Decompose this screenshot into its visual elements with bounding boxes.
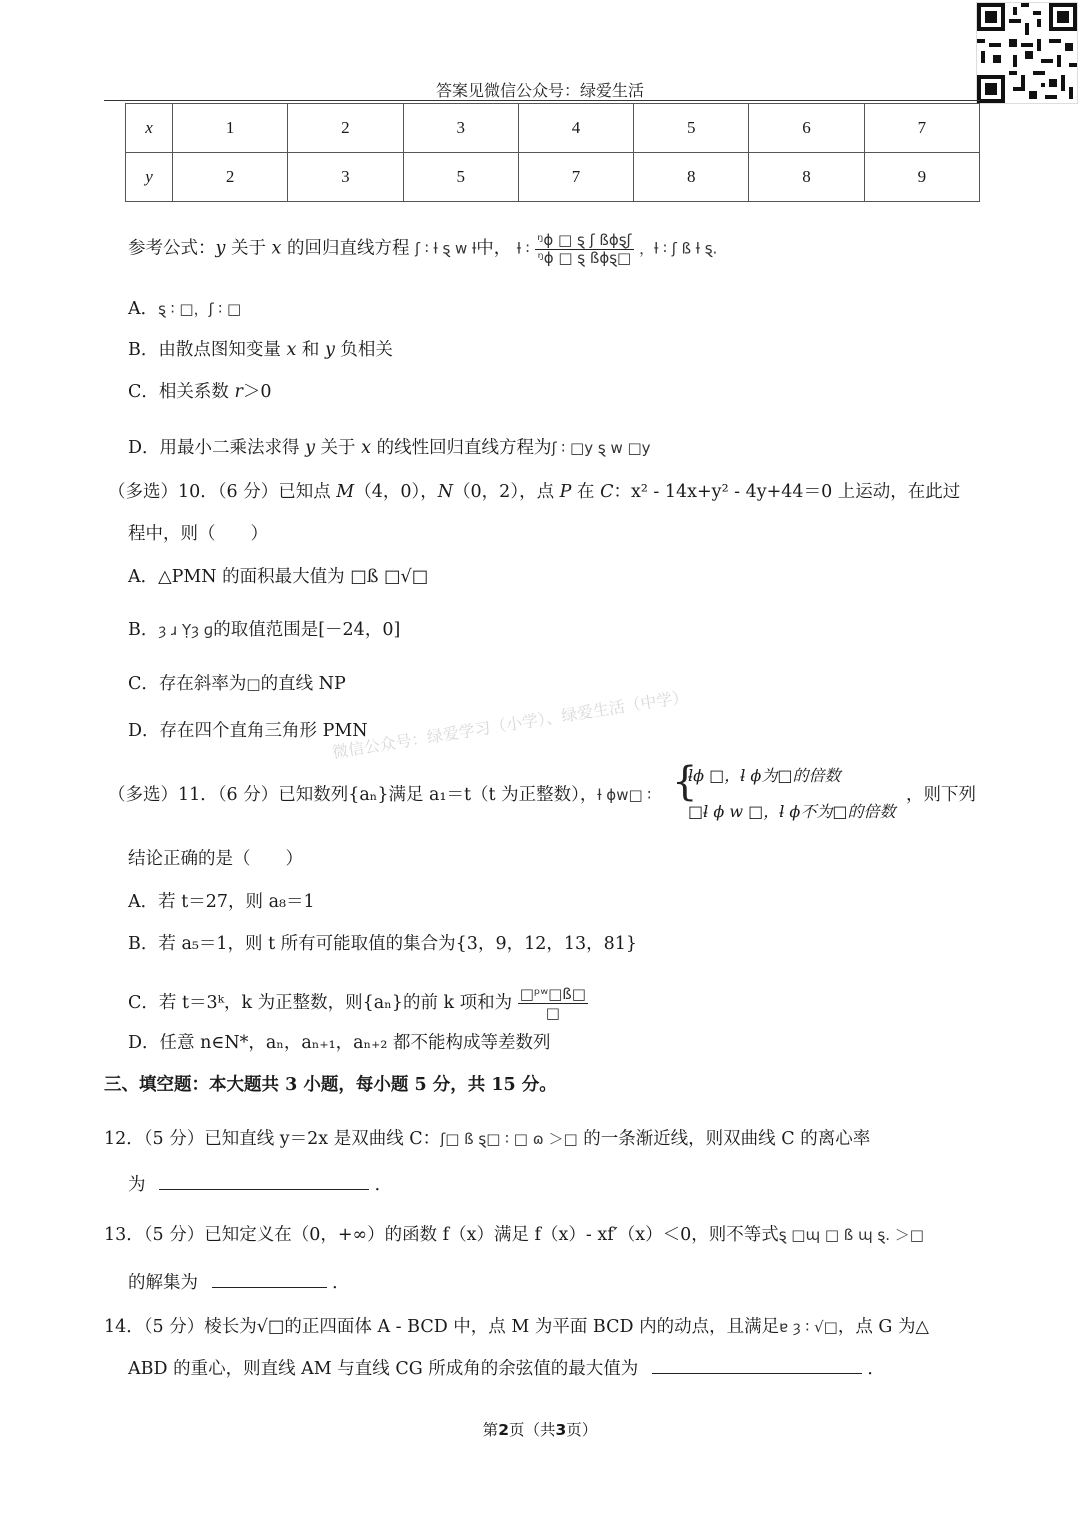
table-cell: 5	[634, 104, 749, 153]
fraction-numerator: □ᵖʷ□ß□	[519, 985, 586, 1003]
option-text: 用最小二乘法求得	[159, 438, 306, 458]
formula-text: 关于	[225, 238, 272, 259]
formula-garbled: ƚ ϕw□ ∶	[597, 786, 652, 804]
point-p: P	[559, 482, 572, 502]
page-header: 答案见微信公众号：绿爱生活	[435, 81, 644, 100]
answer-blank[interactable]	[652, 1372, 862, 1374]
formula-prefix: 参考公式：	[128, 238, 216, 259]
answer-blank[interactable]	[159, 1188, 369, 1190]
table-cell: 8	[749, 153, 864, 202]
table-row	[126, 104, 980, 153]
formula-fraction	[518, 985, 588, 1022]
q12-stem	[104, 1128, 870, 1151]
option-text: 关于	[314, 438, 362, 458]
formula-garbled: ȝ ɹ Ỵȝ ɡ	[158, 621, 214, 639]
footer-text: 页（共	[508, 1421, 556, 1439]
q10-option-a	[128, 566, 428, 589]
footer-text: 第	[482, 1421, 499, 1439]
question-text: （4，0），	[354, 482, 438, 502]
formula-text: 的回归直线方程	[281, 238, 410, 259]
option-text: ȿ ∶ □，ʃ ∶ □	[158, 300, 242, 318]
option-label: B．	[128, 934, 159, 954]
option-text: ＞0	[242, 382, 272, 402]
table-cell: 5	[403, 153, 518, 202]
table-cell: 1	[173, 104, 288, 153]
watermark: 微信公众号：绿爱学习（小学）、绿爱生活（中学）	[330, 686, 690, 763]
table-cell: 3	[288, 153, 403, 202]
q11-stem-tail: ，则下列	[906, 785, 976, 805]
option-text: 的取值范围是[－24，0]	[213, 620, 401, 640]
question-text: （多选）10．（6 分）已知点	[108, 482, 337, 502]
question-text: 为	[128, 1175, 146, 1195]
question-text: （0，2），点	[453, 482, 560, 502]
question-text: （多选）11．（6 分）已知数列{aₙ}满足 a₁＝t（t 为正整数），	[108, 785, 598, 805]
footer-text: 页）	[566, 1421, 598, 1439]
curve-c: C	[600, 482, 614, 502]
q11-case-1: ƚϕ □，ƚ ϕ为□的倍数	[688, 766, 841, 785]
q10-stem	[108, 481, 960, 504]
formula-fraction	[535, 232, 633, 266]
option-label: B．	[128, 620, 159, 640]
table-cell: 8	[634, 153, 749, 202]
option-text: 相关系数	[158, 382, 235, 402]
formula-garbled: ，ƚ ∶ ʃ ß ƚ ȿ.	[639, 239, 718, 258]
table-cell: 7	[864, 104, 979, 153]
q12-answer-line: 为 ．	[128, 1175, 393, 1195]
option-label: C．	[128, 993, 159, 1013]
formula-text: 中，	[476, 238, 512, 259]
q14-stem	[104, 1316, 929, 1339]
var-y: y	[215, 238, 226, 259]
q14-answer-line: ABD 的重心，则直线 AM 与直线 CG 所成角的余弦值的最大值为 ．	[128, 1359, 885, 1379]
formula-garbled: ʃ ∶ □y ȿ w □y	[551, 439, 651, 457]
question-text: ABD 的重心，则直线 AM 与直线 CG 所成角的余弦值的最大值为	[128, 1359, 639, 1379]
question-text: 的解集为	[128, 1273, 198, 1293]
q11-option-c	[128, 985, 588, 1022]
table-header-y: y	[126, 153, 173, 202]
option-text: 负相关	[334, 340, 393, 360]
formula-garbled: ƚ ∶	[516, 239, 530, 258]
q10-option-b	[128, 619, 400, 642]
var-r: r	[234, 382, 243, 402]
q11-stem-line2: 结论正确的是（ ）	[128, 849, 303, 869]
q11-case-2: □ƚ ϕ w □，ƚ ϕ不为□的倍数	[688, 802, 896, 821]
page-number: 2	[498, 1421, 509, 1439]
option-text: 任意 n∈N*，aₙ，aₙ₊₁，aₙ₊₂ 都不能构成等差数列	[159, 1033, 551, 1053]
formula-garbled: ʃ□ ß ȿ□ ∶ □ ɷ ＞□	[440, 1130, 578, 1148]
option-text: 若 t＝27，则 a₈＝1	[158, 892, 315, 912]
question-text: ，点 G 为△	[837, 1317, 929, 1337]
q11-option-a	[128, 891, 315, 914]
answer-blank[interactable]	[212, 1286, 327, 1288]
table-cell: 6	[749, 104, 864, 153]
q9-option-b	[128, 339, 393, 362]
point-m: M	[336, 482, 355, 502]
option-label: D．	[128, 721, 160, 741]
option-text: 存在斜率为	[158, 674, 247, 694]
option-text: 由散点图知变量	[158, 340, 287, 360]
page-footer	[0, 1418, 1080, 1440]
q11-stem	[108, 784, 651, 807]
table-cell: 7	[518, 153, 633, 202]
section-title: 三、填空题：本大题共 3 小题，每小题 5 分，共 15 分。	[104, 1075, 557, 1095]
brace-symbol: {	[672, 759, 698, 805]
option-label: A．	[128, 892, 159, 912]
var-y: y	[324, 340, 335, 360]
table-header-x: x	[126, 104, 173, 153]
formula-garbled: ȿ □ɰ □ ß ɰ ȿ. ＞□	[778, 1226, 924, 1244]
table-cell: 2	[288, 104, 403, 153]
q10-option-c	[128, 673, 346, 696]
question-text: 在	[571, 482, 601, 502]
option-label: A．	[128, 567, 159, 587]
q9-option-d	[128, 437, 651, 460]
option-label: C．	[128, 674, 159, 694]
q13-stem	[104, 1224, 924, 1247]
option-text: 和	[296, 340, 325, 360]
option-label: C．	[128, 382, 159, 402]
q9-option-a	[128, 298, 241, 321]
var-y: y	[305, 438, 315, 458]
header-rule	[104, 100, 980, 101]
option-text: 若 t＝3ᵏ，k 为正整数，则{aₙ}的前 k 项和为	[158, 993, 513, 1013]
question-text: 的一条渐近线，则双曲线 C 的离心率	[577, 1129, 871, 1149]
q9-option-c	[128, 381, 271, 404]
formula-garbled: ʃ ∶ ƚ ȿ w ƚ	[415, 239, 477, 258]
option-label: B．	[128, 340, 159, 360]
question-text: ：x² - 14x+y² - 4y+44＝0 上运动，在此过	[613, 482, 961, 502]
fraction-numerator: ᵑϕ □ ȿ ʃ ßϕȿʃ	[537, 231, 632, 249]
option-label: A．	[128, 299, 159, 319]
q10-stem-line2: 程中，则（ ）	[128, 524, 268, 544]
point-n: N	[437, 482, 454, 502]
option-text: 的线性回归直线方程为	[371, 438, 552, 458]
var-x: x	[361, 438, 371, 458]
question-text: 13．（5 分）已知定义在（0，+∞）的函数 f（x）满足 f（x）- xf′（x）＜0，则不等式	[104, 1225, 779, 1245]
option-text: △PMN 的面积最大值为 □ß □√□	[158, 567, 429, 587]
option-label: D．	[128, 438, 160, 458]
q13-answer-line: 的解集为 ．	[128, 1273, 350, 1293]
data-table	[125, 103, 980, 202]
option-text: 若 a₅＝1，则 t 所有可能取值的集合为{3，9，12，13，81}	[158, 934, 638, 954]
total-pages: 3	[555, 1421, 567, 1439]
formula-garbled: ɐ ȝ ∶ √□	[779, 1318, 838, 1336]
q11-option-b	[128, 933, 637, 956]
question-text: 14．（5 分）棱长为√□的正四面体 A - BCD 中，点 M 为平面 BCD 内的动点，且满足	[104, 1317, 780, 1337]
option-text: 存在四个直角三角形 PMN	[159, 721, 368, 741]
var-x: x	[286, 340, 297, 360]
table-cell: 4	[518, 104, 633, 153]
table-cell: 9	[864, 153, 979, 202]
option-label: D．	[128, 1033, 160, 1053]
table-cell: 2	[173, 153, 288, 202]
option-text: 的直线 NP	[260, 674, 346, 694]
fraction-denominator: ᵑϕ □ ȿ ßϕȿ□	[537, 248, 632, 267]
fraction-denominator: □	[545, 1004, 560, 1022]
var-x: x	[271, 238, 282, 259]
q9-formula	[128, 232, 717, 266]
formula-garbled: □	[246, 675, 261, 693]
table-cell: 3	[403, 104, 518, 153]
q11-option-d	[128, 1032, 550, 1055]
table-row	[126, 153, 980, 202]
question-text: 12．（5 分）已知直线 y＝2x 是双曲线 C：	[104, 1129, 441, 1149]
